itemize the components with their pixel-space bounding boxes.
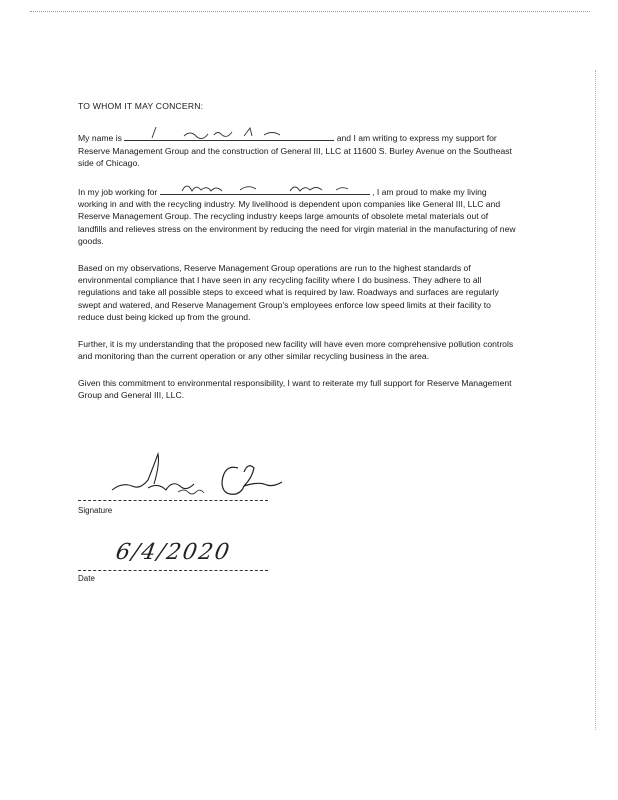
handwritten-name-scribble bbox=[124, 126, 334, 140]
signature-label: Signature bbox=[78, 506, 113, 515]
paragraph-employer bbox=[78, 184, 518, 248]
name-intro: My name is bbox=[78, 133, 122, 144]
paragraph-observations: Based on my observations, Reserve Management Group operations are run to the highest standards of environmental compliance that I have seen in any recycling facility where I do business. They adhere to all regulations and take all possible steps to exceed what is required by law. Roadways and surfaces are regularly swept and watered, and Reserve Management Group's employees enforce low speed limits at their facility to reduce dust being kicked up from the ground. bbox=[78, 262, 499, 323]
handwritten-date: 6/4/2020 bbox=[113, 540, 234, 565]
handwritten-employer-field bbox=[160, 184, 370, 195]
handwritten-signature bbox=[78, 448, 318, 508]
paragraph-support: Given this commitment to environmental responsibility, I want to reiterate my full support for Reserve Management Group and General III, LLC. bbox=[78, 377, 512, 400]
employer-statement: , I am proud to make my living working in and with the recycling industry. My livelihood is dependent upon companies like General III, LLC and Reserve Management Group. The recycling industry keeps large amounts of obsolete metal materials out of landfills and relieves stress on the environment by reducing the need for virgin material in the manufacturing of new goods. bbox=[78, 186, 516, 247]
date-line bbox=[78, 570, 268, 571]
scan-right-edge bbox=[595, 70, 596, 730]
handwritten-employer-scribble bbox=[160, 180, 370, 194]
handwritten-name-field bbox=[124, 130, 334, 141]
employer-intro: In my job working for bbox=[78, 186, 158, 197]
scan-top-edge bbox=[30, 11, 590, 12]
name-statement: and I am writing to express my support for Reserve Management Group and the construction of General III, LLC at 11600 S. Burley Avenue on the Southeast side of Chicago. bbox=[78, 133, 512, 169]
salutation: TO WHOM IT MAY CONCERN: bbox=[78, 101, 204, 111]
signature-line bbox=[78, 500, 268, 501]
paragraph-name bbox=[78, 130, 518, 169]
letter-body bbox=[78, 100, 518, 415]
date-label: Date bbox=[78, 574, 95, 583]
paragraph-facility: Further, it is my understanding that the proposed new facility will have even more comprehensive pollution controls and monitoring than the current operation or any other similar recycling business in the area. bbox=[78, 338, 514, 362]
